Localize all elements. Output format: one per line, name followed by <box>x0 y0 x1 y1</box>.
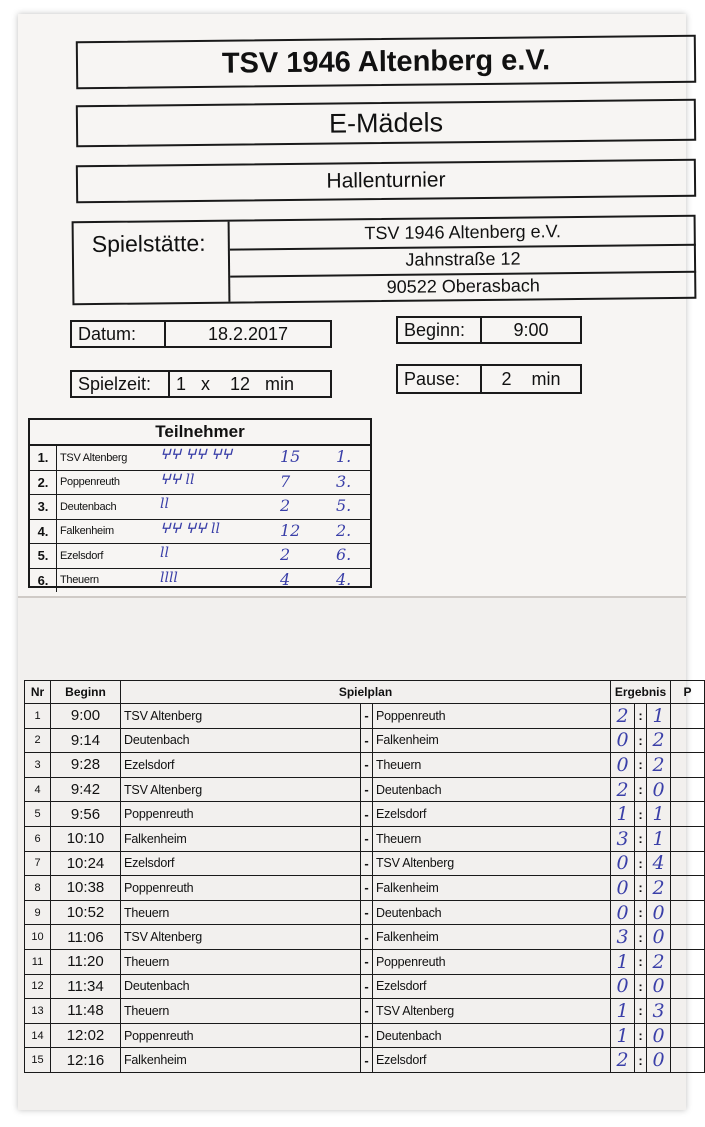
score-colon: : <box>635 851 647 876</box>
pause-field <box>396 364 582 394</box>
game-time: 12:02 <box>51 1023 121 1048</box>
teilnehmer-name: Falkenheim <box>60 525 114 538</box>
teilnehmer-row <box>30 544 370 569</box>
game-row <box>25 704 705 729</box>
points-cell <box>671 974 705 999</box>
game-row <box>25 1023 705 1048</box>
game-row <box>25 974 705 999</box>
versus-dash: - <box>361 974 373 999</box>
home-team: Theuern <box>121 999 361 1024</box>
teilnehmer-tally: ⵖⵖ ll <box>160 471 195 488</box>
away-goals: 1 <box>647 704 671 729</box>
datum-label: Datum: <box>72 322 166 346</box>
away-goals: 0 <box>647 974 671 999</box>
home-goals: 2 <box>611 704 635 729</box>
home-goals: 0 <box>611 900 635 925</box>
away-team: TSV Altenberg <box>373 999 611 1024</box>
points-cell <box>671 826 705 851</box>
teilnehmer-number: 4. <box>30 520 57 544</box>
home-team: Poppenreuth <box>121 876 361 901</box>
versus-dash: - <box>361 949 373 974</box>
score-colon: : <box>635 925 647 950</box>
away-goals: 3 <box>647 999 671 1024</box>
teilnehmer-place: 5. <box>336 496 352 515</box>
spielzeit-field <box>70 370 332 398</box>
versus-dash: - <box>361 753 373 778</box>
score-colon: : <box>635 876 647 901</box>
teilnehmer-points: 2 <box>280 545 291 564</box>
home-team: Deutenbach <box>121 728 361 753</box>
col-beginn-header: Beginn <box>51 681 121 704</box>
versus-dash: - <box>361 826 373 851</box>
home-team: Theuern <box>121 900 361 925</box>
game-time: 11:06 <box>51 925 121 950</box>
away-team: Falkenheim <box>373 876 611 901</box>
game-time: 10:38 <box>51 876 121 901</box>
home-goals: 2 <box>611 777 635 802</box>
game-number: 4 <box>25 777 51 802</box>
game-row <box>25 826 705 851</box>
versus-dash: - <box>361 851 373 876</box>
away-goals: 0 <box>647 777 671 802</box>
versus-dash: - <box>361 1048 373 1073</box>
game-number: 6 <box>25 826 51 851</box>
game-number: 9 <box>25 900 51 925</box>
home-team: Falkenheim <box>121 1048 361 1073</box>
score-colon: : <box>635 728 647 753</box>
beginn-label: Beginn: <box>398 318 482 342</box>
teilnehmer-points: 7 <box>280 471 291 491</box>
home-goals: 0 <box>611 753 635 778</box>
teilnehmer-points: 2 <box>280 496 291 515</box>
teilnehmer-tally: ⵖⵖ ⵖⵖ ll <box>160 520 220 537</box>
game-row <box>25 753 705 778</box>
game-number: 14 <box>25 1023 51 1048</box>
game-time: 9:42 <box>51 777 121 802</box>
game-row <box>25 802 705 827</box>
spielzeit-value: 1 x 12 min <box>176 373 295 394</box>
teilnehmer-row <box>30 569 370 593</box>
team-title: E-Mädels <box>76 99 696 147</box>
score-colon: : <box>635 900 647 925</box>
home-team: Poppenreuth <box>121 1023 361 1048</box>
home-goals: 1 <box>611 999 635 1024</box>
col-spielplan-header: Spielplan <box>121 681 611 704</box>
teilnehmer-points: 15 <box>280 447 301 466</box>
teilnehmer-points: 12 <box>280 520 301 540</box>
game-time: 11:20 <box>51 949 121 974</box>
away-goals: 0 <box>647 900 671 925</box>
versus-dash: - <box>361 777 373 802</box>
away-goals: 2 <box>647 876 671 901</box>
score-colon: : <box>635 974 647 999</box>
game-row <box>25 777 705 802</box>
teilnehmer-table <box>28 418 372 588</box>
club-title: TSV 1946 Altenberg e.V. <box>76 35 696 89</box>
col-extra-header: P <box>671 681 705 704</box>
points-cell <box>671 777 705 802</box>
col-ergebnis-header: Ergebnis <box>611 681 671 704</box>
spielzeit-label: Spielzeit: <box>72 372 170 396</box>
points-cell <box>671 851 705 876</box>
away-team: Theuern <box>373 826 611 851</box>
game-number: 10 <box>25 925 51 950</box>
teilnehmer-name: Deutenbach <box>60 500 117 513</box>
score-colon: : <box>635 802 647 827</box>
home-goals: 0 <box>611 876 635 901</box>
away-team: Poppenreuth <box>373 704 611 729</box>
teilnehmer-number: 5. <box>30 544 57 568</box>
home-team: TSV Altenberg <box>121 704 361 729</box>
away-team: Falkenheim <box>373 925 611 950</box>
points-cell <box>671 949 705 974</box>
teilnehmer-number: 2. <box>30 471 57 495</box>
away-team: Ezelsdorf <box>373 802 611 827</box>
away-team: Deutenbach <box>373 777 611 802</box>
game-number: 5 <box>25 802 51 827</box>
game-row <box>25 1048 705 1073</box>
game-number: 15 <box>25 1048 51 1073</box>
away-team: TSV Altenberg <box>373 851 611 876</box>
teilnehmer-place: 2. <box>336 520 352 540</box>
away-goals: 2 <box>647 728 671 753</box>
game-number: 7 <box>25 851 51 876</box>
paper-sheet <box>18 14 692 1110</box>
home-team: Poppenreuth <box>121 802 361 827</box>
teilnehmer-tally: ll <box>160 545 169 561</box>
versus-dash: - <box>361 876 373 901</box>
venue-box <box>72 215 697 306</box>
game-number: 12 <box>25 974 51 999</box>
teilnehmer-name: Poppenreuth <box>60 476 120 489</box>
game-number: 11 <box>25 949 51 974</box>
away-team: Ezelsdorf <box>373 1048 611 1073</box>
points-cell <box>671 900 705 925</box>
points-cell <box>671 876 705 901</box>
score-colon: : <box>635 704 647 729</box>
game-time: 10:24 <box>51 851 121 876</box>
spielplan-header-row <box>25 681 705 704</box>
versus-dash: - <box>361 704 373 729</box>
teilnehmer-rows <box>30 446 370 592</box>
beginn-field <box>396 316 582 344</box>
away-team: Deutenbach <box>373 1023 611 1048</box>
game-number: 2 <box>25 728 51 753</box>
home-goals: 2 <box>611 1048 635 1073</box>
game-time: 9:56 <box>51 802 121 827</box>
score-colon: : <box>635 826 647 851</box>
away-team: Theuern <box>373 753 611 778</box>
pause-label: Pause: <box>398 366 482 392</box>
game-time: 12:16 <box>51 1048 121 1073</box>
teilnehmer-number: 3. <box>30 495 57 519</box>
game-time: 11:34 <box>51 974 121 999</box>
teilnehmer-name: Ezelsdorf <box>60 549 104 562</box>
venue-line-1: TSV 1946 Altenberg e.V. <box>230 217 696 251</box>
away-goals: 0 <box>647 1023 671 1048</box>
score-colon: : <box>635 1023 647 1048</box>
game-time: 9:28 <box>51 753 121 778</box>
teilnehmer-row <box>30 495 370 520</box>
datum-value: 18.2.2017 <box>207 323 289 344</box>
col-nr-header: Nr <box>25 681 51 704</box>
versus-dash: - <box>361 999 373 1024</box>
points-cell <box>671 1023 705 1048</box>
versus-dash: - <box>361 1023 373 1048</box>
event-title: Hallenturnier <box>76 159 696 203</box>
teilnehmer-tally: ll <box>160 496 169 512</box>
home-goals: 3 <box>611 925 635 950</box>
teilnehmer-place: 1. <box>336 447 352 466</box>
home-team: Ezelsdorf <box>121 753 361 778</box>
score-colon: : <box>635 1048 647 1073</box>
points-cell <box>671 753 705 778</box>
teilnehmer-tally: llll <box>160 569 178 586</box>
teilnehmer-number: 6. <box>30 569 57 593</box>
game-row <box>25 925 705 950</box>
game-time: 9:14 <box>51 728 121 753</box>
teilnehmer-name: Theuern <box>60 574 99 587</box>
game-row <box>25 900 705 925</box>
score-colon: : <box>635 753 647 778</box>
versus-dash: - <box>361 925 373 950</box>
game-number: 8 <box>25 876 51 901</box>
points-cell <box>671 925 705 950</box>
home-goals: 1 <box>611 1023 635 1048</box>
points-cell <box>671 999 705 1024</box>
teilnehmer-name: TSV Altenberg <box>60 451 128 464</box>
home-team: Deutenbach <box>121 974 361 999</box>
game-number: 3 <box>25 753 51 778</box>
game-time: 10:10 <box>51 826 121 851</box>
score-colon: : <box>635 777 647 802</box>
away-goals: 4 <box>647 851 671 876</box>
away-goals: 0 <box>647 1048 671 1073</box>
teilnehmer-row <box>30 520 370 545</box>
home-goals: 0 <box>611 974 635 999</box>
teilnehmer-row <box>30 446 370 471</box>
spielplan-rows <box>25 704 705 1073</box>
home-goals: 0 <box>611 728 635 753</box>
pause-value: 2 min <box>501 368 561 389</box>
away-goals: 2 <box>647 753 671 778</box>
datum-field <box>70 320 332 348</box>
points-cell <box>671 802 705 827</box>
teilnehmer-tally: ⵖⵖ ⵖⵖ ⵖⵖ <box>160 447 233 463</box>
points-cell <box>671 728 705 753</box>
venue-line-2: Jahnstraße 12 <box>230 244 696 278</box>
teilnehmer-title: Teilnehmer <box>30 420 370 446</box>
teilnehmer-place: 3. <box>336 471 352 491</box>
game-row <box>25 999 705 1024</box>
game-time: 11:48 <box>51 999 121 1024</box>
versus-dash: - <box>361 802 373 827</box>
spielplan-table <box>24 680 705 1073</box>
score-colon: : <box>635 999 647 1024</box>
teilnehmer-points: 4 <box>280 569 291 589</box>
venue-line-3: 90522 Oberasbach <box>386 275 540 297</box>
away-goals: 2 <box>647 949 671 974</box>
away-team: Falkenheim <box>373 728 611 753</box>
home-team: Theuern <box>121 949 361 974</box>
teilnehmer-place: 4. <box>336 569 352 589</box>
home-goals: 1 <box>611 949 635 974</box>
home-team: Falkenheim <box>121 826 361 851</box>
home-goals: 3 <box>611 826 635 851</box>
game-row <box>25 876 705 901</box>
game-number: 1 <box>25 704 51 729</box>
home-team: Ezelsdorf <box>121 851 361 876</box>
home-team: TSV Altenberg <box>121 925 361 950</box>
teilnehmer-number: 1. <box>30 446 57 470</box>
away-team: Poppenreuth <box>373 949 611 974</box>
game-time: 10:52 <box>51 900 121 925</box>
teilnehmer-place: 6. <box>336 545 352 564</box>
score-colon: : <box>635 949 647 974</box>
game-number: 13 <box>25 999 51 1024</box>
versus-dash: - <box>361 900 373 925</box>
venue-label: Spielstätte: <box>74 222 231 304</box>
versus-dash: - <box>361 728 373 753</box>
game-time: 9:00 <box>51 704 121 729</box>
home-team: TSV Altenberg <box>121 777 361 802</box>
away-team: Deutenbach <box>373 900 611 925</box>
game-row <box>25 728 705 753</box>
away-goals: 0 <box>647 925 671 950</box>
home-goals: 1 <box>611 802 635 827</box>
home-goals: 0 <box>611 851 635 876</box>
points-cell <box>671 1048 705 1073</box>
away-goals: 1 <box>647 826 671 851</box>
game-row <box>25 851 705 876</box>
teilnehmer-row <box>30 471 370 496</box>
points-cell <box>671 704 705 729</box>
away-team: Ezelsdorf <box>373 974 611 999</box>
away-goals: 1 <box>647 802 671 827</box>
beginn-value: 9:00 <box>513 319 549 340</box>
game-row <box>25 949 705 974</box>
